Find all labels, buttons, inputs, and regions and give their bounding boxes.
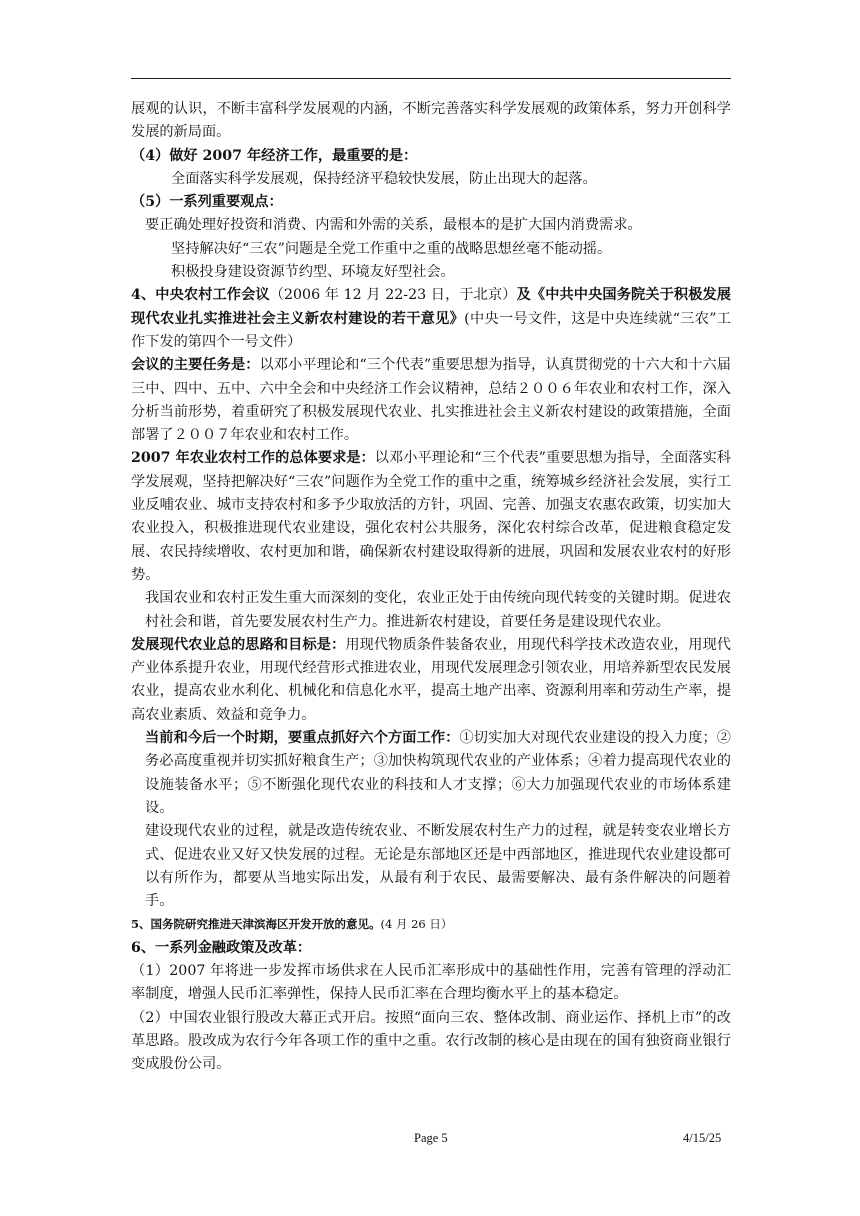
section-4-heading — [131, 284, 731, 354]
six-tasks-label: 当前和今后一个时期，要重点抓好六个方面工作： — [145, 730, 460, 747]
point-consumption: 要正确处理好投资和消费、内需和外需的关系，最根本的是扩大国内消费需求。 — [145, 217, 642, 234]
overall-requirements-label: 2007 年农业农村工作的总体要求是： — [131, 450, 375, 467]
modernization-process-paragraph: 建设现代农业的过程，就是改造传统农业、不断发展农村生产力的过程，就是转变农业增长方式、促进农业又好又快发展的过程。无论是东部地区还是中西部地区，推进现代农业建设都可以有所作为，都要从当地实际出发，从最有利于农民、最需要解决、最有条件解决的问题着手。 — [145, 823, 731, 910]
overall-requirements-text: 以邓小平理论和“三个代表”重要思想为指导，全面落实科学发展观，坚持把解决好“三农”问题作为全党工作的重中之重，统筹城乡经济社会发展，实行工业反哺农业、城市支持农村和多予少取放活的方针，巩固、完善、加强支农惠农政策，切实加大农业投入，积极推进现代农业建设，强化农村公共服务，深化农村综合改革，促进粮食稳定发展、农民持续增收、农村更加和谐，确保新农村建设取得新的进展，巩固和发展农业农村的好形势。 — [131, 450, 731, 583]
agriculture-change-paragraph: 我国农业和农村正发生重大而深刻的变化，农业正处于由传统向现代转变的关键时期。促进农村社会和谐，首先要发展农村生产力。推进新农村建设，首要任务是建设现代农业。 — [145, 590, 731, 630]
modern-agriculture-goals-paragraph — [131, 634, 731, 727]
page-body — [131, 98, 731, 1076]
meeting-tasks-paragraph — [131, 354, 731, 447]
section-6-heading: 6、一系列金融政策及改革： — [131, 939, 312, 956]
meeting-tasks-label: 会议的主要任务是： — [131, 357, 260, 374]
finance-item-2: （2）中国农业银行股改大幕正式开启。按照“面向三农、整体改制、商业运作、择机上市”的改革思路。股改成为农行今年各项工作的重中之重。农行改制的核心是由现在的国有独资商业银行变成股份公司。 — [131, 1009, 731, 1073]
six-tasks-text: ①切实加大对现代农业建设的投入力度；②务必高度重视并切实抓好粮食生产；③加快构筑现代农业的产业体系；④着力提高现代农业的设施装备水平；⑤不断强化现代农业的科技和人才支撑；⑥大力加强现代农业的市场体系建设。 — [145, 730, 731, 816]
meeting-tasks-text: 以邓小平理论和“三个代表”重要思想为指导，认真贯彻党的十六大和十六届三中、四中、五中、六中全会和中央经济工作会议精神，总结２００６年农业和农村工作，深入分析当前形势，着重研究了积极发展现代农业、扎实推进社会主义新农村建设的政策措施，全面部署了２００７年农业和农村工作。 — [131, 357, 731, 444]
section-5-date: (4 月 26 日） — [380, 917, 453, 932]
footer-date: 4/15/25 — [683, 1131, 722, 1145]
modern-agriculture-goals-text: 用现代物质条件装备农业，用现代科学技术改造农业，用现代产业体系提升农业，用现代经营形式推进农业，用现代发展理念引领农业，用培养新型农民发展农业，提高农业水利化、机械化和信息化水平，提高土地产出率、资源利用率和劳动生产率，提高农业素质、效益和竞争力。 — [131, 636, 731, 723]
modern-agriculture-goals-label: 发展现代农业总的思路和目标是： — [131, 636, 346, 653]
heading-item-4: （4）做好 2007 年经济工作，最重要的是： — [131, 147, 418, 164]
header-rule — [131, 78, 731, 79]
six-tasks-paragraph — [131, 727, 731, 820]
section-4-date: （2006 年 12 月 22-23 日，于北京） — [269, 287, 517, 304]
section-5-heading — [131, 913, 731, 936]
overall-requirements-paragraph — [131, 447, 731, 587]
heading-item-5: （5）一系列重要观点： — [131, 194, 283, 211]
paragraph-item-4-text: 全面落实科学发展观，保持经济平稳较快发展，防止出现大的起落。 — [171, 170, 597, 187]
section-4-document-title: 及《中共中央国务院关于积极发展现代农业扎实推进社会主义新农村建设的若干意见》 — [131, 287, 731, 327]
paragraph-continuation: 展观的认识，不断丰富科学发展观的内涵，不断完善落实科学发展观的政策体系，努力开创科学发展的新局面。 — [131, 101, 731, 141]
point-sannong: 坚持解决好“三农”问题是全党工作重中之重的战略思想丝毫不能动摇。 — [171, 240, 612, 257]
section-5-title: 5、国务院研究推进天津滨海区开发开放的意见。 — [131, 917, 381, 932]
page-number: Page 5 — [414, 1131, 448, 1145]
finance-item-1: （1）2007 年将进一步发挥市场供求在人民币汇率形成中的基础性作用，完善有管理的浮动汇率制度，增强人民币汇率弹性，保持人民币汇率在合理均衡水平上的基本稳定。 — [131, 962, 731, 1003]
point-resource-saving: 积极投身建设资源节约型、环境友好型社会。 — [171, 264, 455, 281]
section-4-note: (中央一号文件，这是中央连续就“三农”工作下发的第四个一号文件） — [131, 310, 731, 350]
section-4-title: 4、中央农村工作会议 — [131, 287, 270, 304]
